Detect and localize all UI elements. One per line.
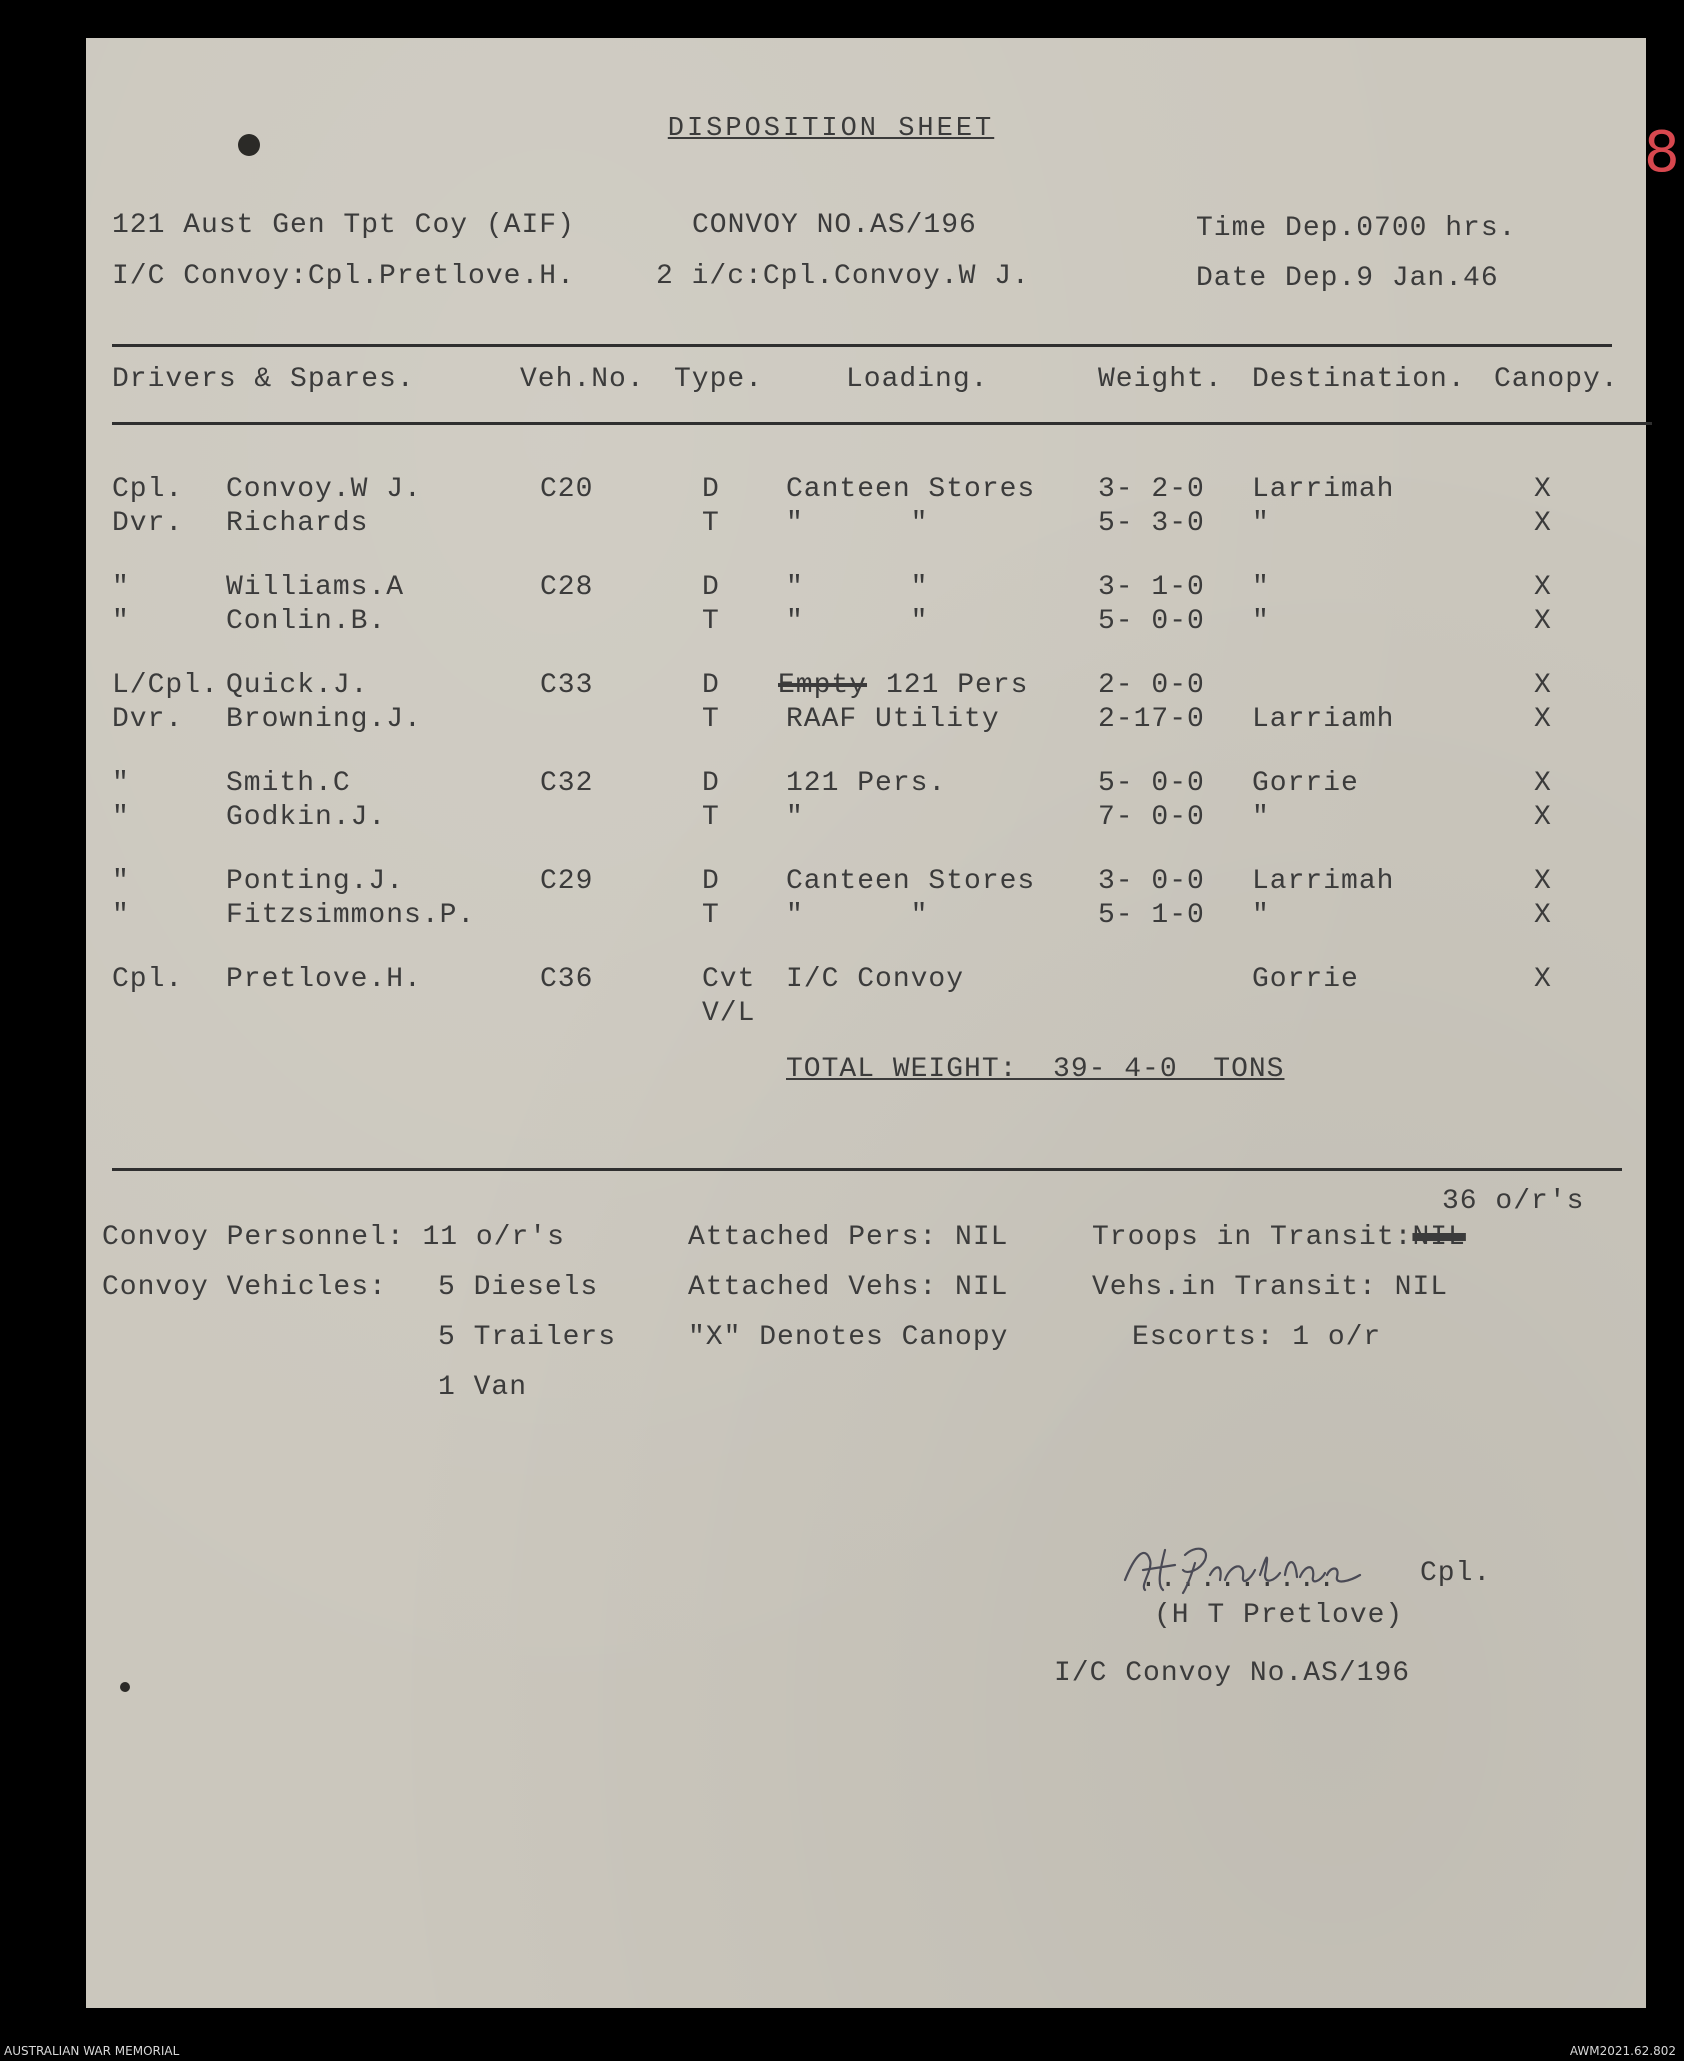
row-rank: Dvr.: [112, 704, 184, 735]
row-canopy: X: [1534, 474, 1552, 505]
row-canopy: X: [1534, 508, 1552, 539]
unit-name: 121 Aust Gen Tpt Coy (AIF): [112, 210, 575, 241]
row-canopy: X: [1534, 866, 1552, 897]
row-vehicle-no: C32: [540, 768, 594, 799]
row-weight: 5- 0-0: [1098, 768, 1205, 799]
row-vehicle-no: C36: [540, 964, 594, 995]
second-in-charge: 2 i/c:Cpl.Convoy.W J.: [656, 261, 1030, 292]
col-destination: Destination.: [1252, 364, 1466, 395]
row-loading: " ": [786, 572, 929, 603]
footer-accession: AWM2021.62.802: [1569, 2044, 1676, 2058]
row-vehicle-no: C20: [540, 474, 594, 505]
col-canopy: Canopy.: [1494, 364, 1619, 395]
row-canopy: X: [1534, 572, 1552, 603]
canopy-note: "X" Denotes Canopy: [688, 1322, 1009, 1353]
row-driver-name: Williams.A: [226, 572, 405, 603]
row-loading: 121 Pers.: [786, 768, 947, 799]
row-vehicle-no: C28: [540, 572, 594, 603]
row-vehicle-no: C33: [540, 670, 594, 701]
row-weight: 3- 1-0: [1098, 572, 1205, 603]
row-driver-name: Pretlove.H.: [226, 964, 422, 995]
total-weight: TOTAL WEIGHT: 39- 4-0 TONS: [786, 1054, 1285, 1085]
row-type: D: [702, 474, 720, 505]
row-weight: 3- 2-0: [1098, 474, 1205, 505]
row-rank: L/Cpl.: [112, 670, 219, 701]
signature-name: (H T Pretlove): [1154, 1600, 1404, 1631]
row-destination: ": [1252, 572, 1270, 603]
column-rule: [112, 422, 1652, 425]
footer-source: AUSTRALIAN WAR MEMORIAL: [4, 2044, 180, 2058]
row-rank: ": [112, 802, 130, 833]
troops-transit-struck: NIL: [1412, 1222, 1466, 1253]
col-weight: Weight.: [1098, 364, 1223, 395]
col-type: Type.: [674, 364, 764, 395]
row-loading: I/C Convoy: [786, 964, 965, 995]
row-loading: Canteen Stores: [786, 866, 1036, 897]
col-drivers: Drivers & Spares.: [112, 364, 415, 395]
punch-hole: [238, 134, 260, 156]
page-number: 8: [1644, 120, 1680, 185]
signature-dots: ..........: [1140, 1564, 1339, 1595]
row-destination: Larrimah: [1252, 474, 1395, 505]
row-loading: 121 Pers: [886, 670, 1029, 701]
transit-note: 36 o/r's: [1442, 1186, 1585, 1217]
row-canopy: X: [1534, 606, 1552, 637]
time-departure: Time Dep.0700 hrs.: [1196, 213, 1517, 244]
row-destination: Larrimah: [1252, 866, 1395, 897]
row-driver-name: Conlin.B.: [226, 606, 387, 637]
troops-in-transit: [1092, 1222, 1466, 1253]
row-type: D: [702, 670, 720, 701]
row-loading: " ": [786, 606, 929, 637]
row-type: T: [702, 606, 720, 637]
row-driver-name: Richards: [226, 508, 369, 539]
row-type: T: [702, 802, 720, 833]
row-destination: Gorrie: [1252, 964, 1359, 995]
row-type: D: [702, 768, 720, 799]
row-driver-name: Convoy.W J.: [226, 474, 422, 505]
row-canopy: X: [1534, 704, 1552, 735]
row-driver-name: Fitzsimmons.P.: [226, 900, 476, 931]
row-destination: ": [1252, 606, 1270, 637]
row-loading-struck: Empty: [778, 670, 868, 701]
vehicles-diesels: 5 Diesels: [438, 1272, 599, 1303]
row-rank: ": [112, 572, 130, 603]
row-driver-name: Godkin.J.: [226, 802, 387, 833]
row-driver-name: Ponting.J.: [226, 866, 405, 897]
row-weight: 2-17-0: [1098, 704, 1205, 735]
signature-rank: Cpl.: [1420, 1558, 1492, 1589]
row-loading: ": [786, 802, 804, 833]
row-loading: " ": [786, 508, 929, 539]
row-driver-name: Quick.J.: [226, 670, 369, 701]
ic-convoy: I/C Convoy:Cpl.Pretlove.H.: [112, 261, 575, 292]
date-departure: Date Dep.9 Jan.46: [1196, 263, 1499, 294]
attached-pers: Attached Pers: NIL: [688, 1222, 1009, 1253]
escorts: Escorts: 1 o/r: [1132, 1322, 1382, 1353]
row-loading: " ": [786, 900, 929, 931]
row-weight: 5- 3-0: [1098, 508, 1205, 539]
row-vehicle-no: C29: [540, 866, 594, 897]
attached-vehs: Attached Vehs: NIL: [688, 1272, 1009, 1303]
handwritten-signature: [1115, 1535, 1375, 1605]
row-driver-name: Browning.J.: [226, 704, 422, 735]
row-type: T: [702, 704, 720, 735]
row-destination: ": [1252, 900, 1270, 931]
row-destination: ": [1252, 508, 1270, 539]
row-rank: Cpl.: [112, 474, 184, 505]
vehicles-van: 1 Van: [438, 1372, 528, 1403]
row-canopy: X: [1534, 768, 1552, 799]
row-loading: RAAF Utility: [786, 704, 1000, 735]
row-canopy: X: [1534, 802, 1552, 833]
row-rank: ": [112, 866, 130, 897]
row-canopy: X: [1534, 964, 1552, 995]
row-type: D: [702, 572, 720, 603]
col-veh-no: Veh.No.: [520, 364, 645, 395]
row-canopy: X: [1534, 670, 1552, 701]
row-rank: ": [112, 900, 130, 931]
row-destination: Gorrie: [1252, 768, 1359, 799]
vehicles-trailers: 5 Trailers: [438, 1322, 617, 1353]
convoy-vehicles-label: Convoy Vehicles:: [102, 1272, 387, 1303]
row-destination: ": [1252, 802, 1270, 833]
row-type: T: [702, 508, 720, 539]
row-canopy: X: [1534, 900, 1552, 931]
vehs-in-transit: Vehs.in Transit: NIL: [1092, 1272, 1449, 1303]
row-rank: ": [112, 606, 130, 637]
row-rank: Cpl.: [112, 964, 184, 995]
summary-rule: [112, 1168, 1622, 1171]
row-weight: 5- 1-0: [1098, 900, 1205, 931]
row-weight: 7- 0-0: [1098, 802, 1205, 833]
row-type-line2: V/L: [702, 998, 756, 1029]
row-weight: 3- 0-0: [1098, 866, 1205, 897]
convoy-number: CONVOY NO.AS/196: [692, 210, 977, 241]
troops-transit-label: Troops in Transit:: [1092, 1222, 1413, 1253]
document-title: DISPOSITION SHEET: [667, 114, 995, 144]
document-page: [86, 38, 1680, 2008]
row-loading: Canteen Stores: [786, 474, 1036, 505]
row-weight: 2- 0-0: [1098, 670, 1205, 701]
row-rank: Dvr.: [112, 508, 184, 539]
row-weight: 5- 0-0: [1098, 606, 1205, 637]
row-destination: Larriamh: [1252, 704, 1395, 735]
header-rule: [112, 344, 1612, 347]
convoy-personnel: Convoy Personnel: 11 o/r's: [102, 1222, 565, 1253]
row-type: D: [702, 866, 720, 897]
col-loading: Loading.: [846, 364, 989, 395]
signature-role: I/C Convoy No.AS/196: [1054, 1658, 1411, 1689]
row-type: Cvt: [702, 964, 756, 995]
row-rank: ": [112, 768, 130, 799]
punch-hole: [120, 1682, 130, 1692]
row-type: T: [702, 900, 720, 931]
row-driver-name: Smith.C: [226, 768, 351, 799]
